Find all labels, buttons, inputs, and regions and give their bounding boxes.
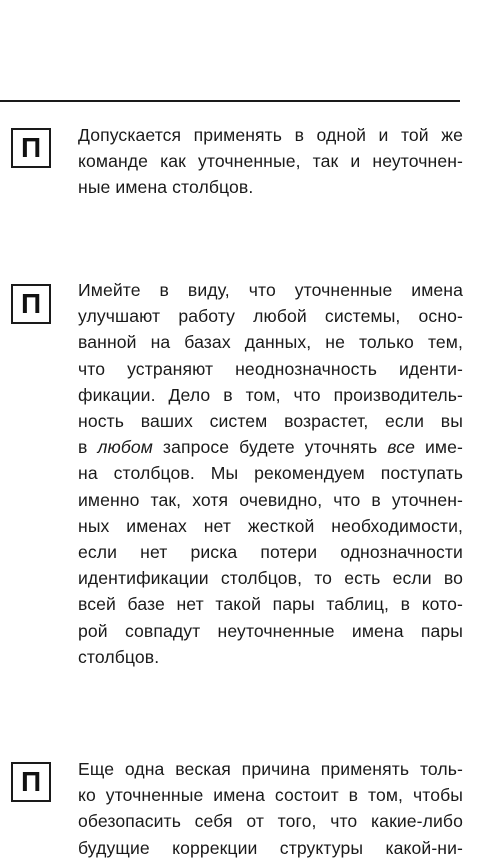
text-line: идентификации столбцов, то есть если во (78, 568, 463, 589)
text-line: Имейте в виду, что уточненные имена (78, 280, 463, 300)
text-line: ных именах нет жесткой необходимости, (78, 515, 463, 536)
emphasis-word: любом (97, 437, 153, 458)
text-line: Допускается применять в одной и той же (78, 125, 463, 145)
note-text (78, 756, 463, 861)
text-line: фикации. Дело в том, что производитель- (78, 384, 463, 405)
text-line: если нет риска потери однозначности (78, 542, 463, 563)
header-rule (0, 100, 460, 102)
text-line: ные имена столбцов. (78, 177, 254, 198)
text-line: всей базе нет такой пары таблиц, в кото- (78, 594, 463, 615)
text-line: ванной на базах данных, не только тем, (78, 332, 463, 353)
text-line: на столбцов. Мы рекомендуем поступать (78, 463, 463, 484)
text-line: что устраняют неоднозначность иденти- (78, 358, 463, 379)
emphasis-word: все (387, 437, 415, 458)
text-line: именно так, хотя очевидно, что в уточнен- (78, 489, 463, 510)
note-badge: П (11, 762, 51, 802)
text-line: улучшают работу любой системы, осно- (78, 306, 463, 327)
text-line: столбцов. (78, 646, 160, 667)
text-line-emphasis: в любом запросе будете уточнять все име- (78, 437, 463, 458)
note-badge: П (11, 284, 51, 324)
text-line: рой совпадут неуточненные имена пары (78, 620, 463, 641)
note-text (78, 122, 463, 201)
note-badge: П (11, 128, 51, 168)
text-line: будущие коррекции структуры какой-ни- (78, 837, 463, 858)
text-line: ность ваших систем возрастет, если вы (78, 411, 463, 432)
text-line: ко уточненные имена состоит в том, чтобы (78, 785, 463, 806)
text-line: Еще одна веская причина применять толь- (78, 759, 463, 779)
text-line: обезопасить себя от того, что какие-либо (78, 811, 463, 832)
text-line: команде как уточненные, так и неуточнен- (78, 151, 463, 172)
note-text (78, 277, 463, 670)
